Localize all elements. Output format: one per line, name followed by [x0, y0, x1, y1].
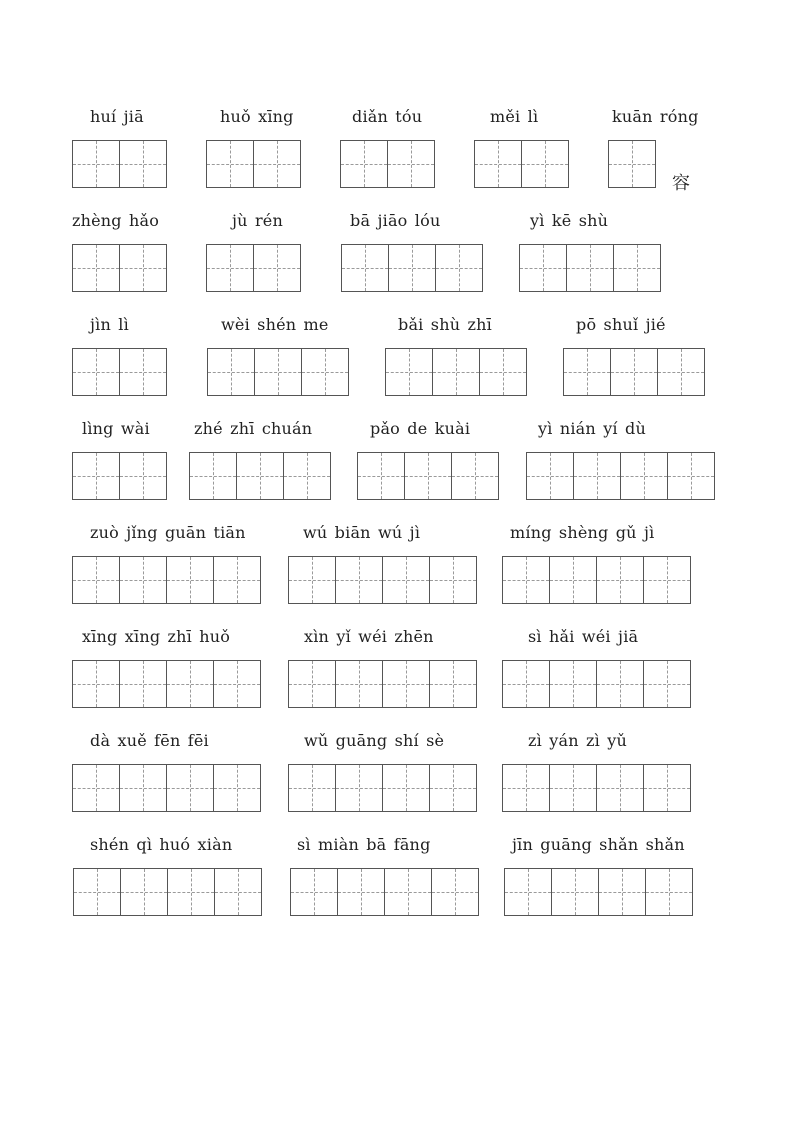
cell-guide-horizontal — [214, 580, 260, 581]
writing-cell[interactable] — [382, 660, 430, 708]
pinyin-prompt: kuān róng — [612, 107, 699, 126]
cell-guide-horizontal — [430, 684, 476, 685]
writing-cell[interactable] — [283, 452, 331, 500]
cell-guide-horizontal — [120, 788, 166, 789]
cell-guide-horizontal — [336, 684, 382, 685]
cell-guide-horizontal — [214, 788, 260, 789]
pinyin-prompt: lìng wài — [82, 419, 150, 438]
writing-cell[interactable] — [213, 764, 261, 812]
cell-guide-horizontal — [614, 268, 660, 269]
cell-guide-horizontal — [214, 684, 260, 685]
cell-guide-horizontal — [405, 476, 451, 477]
cell-guide-horizontal — [646, 892, 692, 893]
cell-guide-horizontal — [336, 788, 382, 789]
pinyin-prompt: jìn lì — [90, 315, 129, 334]
writing-cell[interactable] — [119, 660, 167, 708]
cell-guide-horizontal — [599, 892, 645, 893]
cell-guide-horizontal — [207, 164, 253, 165]
writing-cell[interactable] — [167, 868, 215, 916]
cell-guide-horizontal — [338, 892, 384, 893]
tianzige-grid — [72, 764, 261, 812]
cell-guide-horizontal — [237, 476, 283, 477]
writing-cell[interactable] — [388, 244, 436, 292]
writing-cell[interactable] — [335, 660, 383, 708]
cell-guide-horizontal — [503, 580, 549, 581]
cell-guide-horizontal — [289, 684, 335, 685]
writing-cell[interactable] — [288, 556, 336, 604]
cell-guide-horizontal — [73, 476, 119, 477]
cell-guide-horizontal — [386, 372, 432, 373]
writing-cell[interactable] — [119, 244, 167, 292]
cell-guide-horizontal — [291, 892, 337, 893]
cell-guide-horizontal — [336, 580, 382, 581]
cell-guide-horizontal — [452, 476, 498, 477]
cell-guide-horizontal — [527, 476, 573, 477]
cell-guide-horizontal — [168, 892, 214, 893]
tianzige-grid — [563, 348, 705, 396]
writing-cell[interactable] — [521, 140, 569, 188]
writing-cell[interactable] — [73, 868, 121, 916]
cell-guide-horizontal — [358, 476, 404, 477]
writing-cell[interactable] — [549, 660, 597, 708]
writing-cell[interactable] — [357, 452, 405, 500]
writing-cell[interactable] — [504, 868, 552, 916]
pinyin-prompt: zhèng hǎo — [72, 211, 160, 230]
writing-cell[interactable] — [214, 868, 262, 916]
writing-cell[interactable] — [166, 660, 214, 708]
cell-guide-horizontal — [505, 892, 551, 893]
writing-cell[interactable] — [72, 348, 120, 396]
tianzige-grid — [290, 868, 479, 916]
writing-cell[interactable] — [429, 556, 477, 604]
pinyin-prompt: jù rén — [232, 211, 283, 230]
writing-cell[interactable] — [72, 556, 120, 604]
tianzige-grid — [288, 556, 477, 604]
cell-guide-horizontal — [389, 268, 435, 269]
cell-guide-horizontal — [73, 684, 119, 685]
cell-guide-horizontal — [564, 372, 610, 373]
cell-guide-horizontal — [167, 580, 213, 581]
writing-cell[interactable] — [596, 764, 644, 812]
cell-guide-horizontal — [302, 372, 348, 373]
pinyin-prompt: yì kē shù — [530, 211, 609, 230]
writing-cell[interactable] — [166, 556, 214, 604]
cell-guide-horizontal — [121, 892, 167, 893]
writing-cell[interactable] — [429, 660, 477, 708]
writing-cell[interactable] — [566, 244, 614, 292]
writing-cell[interactable] — [72, 244, 120, 292]
cell-guide-horizontal — [341, 164, 387, 165]
pinyin-prompt: pǎo de kuài — [370, 419, 471, 438]
writing-cell[interactable] — [385, 348, 433, 396]
writing-cell[interactable] — [657, 348, 705, 396]
writing-cell[interactable] — [341, 244, 389, 292]
tianzige-grid — [207, 348, 349, 396]
cell-guide-horizontal — [383, 580, 429, 581]
cell-guide-horizontal — [383, 788, 429, 789]
cell-guide-horizontal — [522, 164, 568, 165]
writing-cell[interactable] — [120, 868, 168, 916]
tianzige-grid — [72, 556, 261, 604]
writing-cell[interactable] — [519, 244, 567, 292]
writing-cell[interactable] — [119, 764, 167, 812]
cell-guide-horizontal — [255, 372, 301, 373]
writing-cell[interactable] — [596, 556, 644, 604]
tianzige-grid — [206, 140, 301, 188]
cell-guide-horizontal — [120, 372, 166, 373]
writing-cell[interactable] — [72, 764, 120, 812]
tianzige-grid — [72, 244, 167, 292]
cell-guide-horizontal — [609, 164, 655, 165]
writing-cell[interactable] — [384, 868, 432, 916]
tianzige-grid — [340, 140, 435, 188]
pinyin-prompt: wǔ guāng shí sè — [304, 731, 445, 750]
cell-guide-horizontal — [430, 580, 476, 581]
writing-cell[interactable] — [549, 556, 597, 604]
cell-guide-horizontal — [383, 684, 429, 685]
writing-cell[interactable] — [119, 452, 167, 500]
cell-guide-horizontal — [73, 164, 119, 165]
writing-cell[interactable] — [620, 452, 668, 500]
cell-guide-horizontal — [73, 372, 119, 373]
writing-cell[interactable] — [598, 868, 646, 916]
writing-cell[interactable] — [119, 556, 167, 604]
cell-guide-horizontal — [385, 892, 431, 893]
writing-cell[interactable] — [382, 764, 430, 812]
writing-cell[interactable] — [526, 452, 574, 500]
cell-guide-horizontal — [475, 164, 521, 165]
cell-guide-horizontal — [167, 684, 213, 685]
pinyin-prompt: zì yán zì yǔ — [528, 731, 627, 750]
writing-cell[interactable] — [451, 452, 499, 500]
writing-cell[interactable] — [290, 868, 338, 916]
tianzige-grid — [72, 140, 167, 188]
tianzige-grid — [504, 868, 693, 916]
writing-cell[interactable] — [479, 348, 527, 396]
pinyin-prompt: sì hǎi wéi jiā — [528, 627, 639, 646]
writing-cell[interactable] — [207, 348, 255, 396]
tianzige-grid — [73, 868, 262, 916]
cell-guide-horizontal — [597, 684, 643, 685]
writing-cell[interactable] — [213, 660, 261, 708]
cell-guide-horizontal — [254, 164, 300, 165]
cell-guide-horizontal — [215, 892, 261, 893]
tianzige-grid — [72, 660, 261, 708]
tianzige-grid — [288, 660, 477, 708]
cell-guide-horizontal — [644, 788, 690, 789]
writing-cell[interactable] — [335, 764, 383, 812]
cell-guide-horizontal — [167, 788, 213, 789]
tianzige-grid — [72, 348, 167, 396]
cell-guide-horizontal — [208, 372, 254, 373]
cell-guide-horizontal — [388, 164, 434, 165]
cell-guide-horizontal — [254, 268, 300, 269]
cell-guide-horizontal — [433, 372, 479, 373]
writing-cell[interactable] — [502, 660, 550, 708]
cell-guide-horizontal — [432, 892, 478, 893]
pinyin-prompt: bǎi shù zhī — [398, 315, 492, 334]
cell-guide-horizontal — [284, 476, 330, 477]
writing-cell[interactable] — [610, 348, 658, 396]
cell-guide-horizontal — [73, 788, 119, 789]
pinyin-prompt: pō shuǐ jié — [576, 315, 666, 334]
pinyin-prompt: wú biān wú jì — [303, 523, 421, 542]
writing-cell[interactable] — [549, 764, 597, 812]
cell-guide-horizontal — [73, 580, 119, 581]
tianzige-grid — [526, 452, 715, 500]
given-character: 容 — [672, 173, 690, 194]
pinyin-prompt: zhé zhī chuán — [194, 419, 313, 438]
writing-cell[interactable] — [337, 868, 385, 916]
writing-cell[interactable] — [432, 348, 480, 396]
cell-guide-horizontal — [430, 788, 476, 789]
cell-guide-horizontal — [550, 788, 596, 789]
cell-guide-horizontal — [120, 164, 166, 165]
cell-guide-horizontal — [120, 580, 166, 581]
writing-cell[interactable] — [206, 244, 254, 292]
cell-guide-horizontal — [503, 684, 549, 685]
tianzige-grid — [341, 244, 483, 292]
writing-cell[interactable] — [72, 140, 120, 188]
writing-cell[interactable] — [213, 556, 261, 604]
pinyin-prompt: jīn guāng shǎn shǎn — [512, 835, 685, 854]
pinyin-prompt: shén qì huó xiàn — [90, 835, 233, 854]
writing-cell[interactable] — [119, 140, 167, 188]
writing-cell[interactable] — [72, 452, 120, 500]
pinyin-prompt: zuò jǐng guān tiān — [90, 523, 246, 542]
tianzige-grid — [502, 660, 691, 708]
cell-guide-horizontal — [436, 268, 482, 269]
cell-guide-horizontal — [597, 580, 643, 581]
writing-cell[interactable] — [474, 140, 522, 188]
tianzige-grid — [72, 452, 167, 500]
writing-cell[interactable] — [335, 556, 383, 604]
pinyin-prompt: wèi shén me — [221, 315, 329, 334]
tianzige-grid — [385, 348, 527, 396]
tianzige-grid — [502, 764, 691, 812]
cell-guide-horizontal — [597, 788, 643, 789]
pinyin-prompt: dà xuě fēn fēi — [90, 731, 209, 750]
writing-cell[interactable] — [573, 452, 621, 500]
cell-guide-horizontal — [73, 268, 119, 269]
cell-guide-horizontal — [74, 892, 120, 893]
pinyin-prompt: xīng xīng zhī huǒ — [82, 627, 231, 646]
tianzige-grid — [357, 452, 499, 500]
writing-cell[interactable] — [253, 244, 301, 292]
pinyin-prompt: bā jiāo lóu — [350, 211, 441, 230]
cell-guide-horizontal — [552, 892, 598, 893]
cell-guide-horizontal — [120, 476, 166, 477]
writing-cell[interactable] — [608, 140, 656, 188]
pinyin-prompt: xìn yǐ wéi zhēn — [304, 627, 434, 646]
pinyin-prompt: měi lì — [490, 107, 539, 126]
cell-guide-horizontal — [567, 268, 613, 269]
cell-guide-horizontal — [611, 372, 657, 373]
writing-cell[interactable] — [206, 140, 254, 188]
writing-cell[interactable] — [643, 764, 691, 812]
tianzige-grid — [206, 244, 301, 292]
writing-cell[interactable] — [643, 660, 691, 708]
writing-cell[interactable] — [72, 660, 120, 708]
writing-cell[interactable] — [288, 764, 336, 812]
pinyin-prompt: míng shèng gǔ jì — [510, 523, 655, 542]
pinyin-prompt: sì miàn bā fāng — [297, 835, 431, 854]
writing-cell[interactable] — [429, 764, 477, 812]
writing-cell[interactable] — [254, 348, 302, 396]
cell-guide-horizontal — [342, 268, 388, 269]
writing-cell[interactable] — [387, 140, 435, 188]
cell-guide-horizontal — [120, 684, 166, 685]
pinyin-prompt: huǒ xīng — [220, 107, 294, 126]
cell-guide-horizontal — [658, 372, 704, 373]
cell-guide-horizontal — [480, 372, 526, 373]
writing-cell[interactable] — [189, 452, 237, 500]
writing-cell[interactable] — [645, 868, 693, 916]
writing-cell[interactable] — [382, 556, 430, 604]
cell-guide-horizontal — [644, 684, 690, 685]
cell-guide-horizontal — [668, 476, 714, 477]
pinyin-prompt: yì nián yí dù — [538, 419, 646, 438]
writing-cell[interactable] — [404, 452, 452, 500]
writing-cell[interactable] — [253, 140, 301, 188]
tianzige-grid — [288, 764, 477, 812]
writing-cell[interactable] — [340, 140, 388, 188]
writing-cell[interactable] — [119, 348, 167, 396]
tianzige-grid — [474, 140, 569, 188]
tianzige-grid — [519, 244, 661, 292]
cell-guide-horizontal — [289, 788, 335, 789]
writing-cell[interactable] — [431, 868, 479, 916]
writing-cell[interactable] — [643, 556, 691, 604]
cell-guide-horizontal — [207, 268, 253, 269]
cell-guide-horizontal — [520, 268, 566, 269]
writing-cell[interactable] — [563, 348, 611, 396]
cell-guide-horizontal — [120, 268, 166, 269]
cell-guide-horizontal — [621, 476, 667, 477]
cell-guide-horizontal — [190, 476, 236, 477]
cell-guide-horizontal — [574, 476, 620, 477]
writing-cell[interactable] — [166, 764, 214, 812]
pinyin-prompt: diǎn tóu — [352, 107, 423, 126]
writing-cell[interactable] — [551, 868, 599, 916]
writing-cell[interactable] — [301, 348, 349, 396]
writing-cell[interactable] — [236, 452, 284, 500]
writing-cell[interactable] — [596, 660, 644, 708]
tianzige-grid — [608, 140, 656, 188]
cell-guide-horizontal — [289, 580, 335, 581]
pinyin-prompt: huí jiā — [90, 107, 144, 126]
writing-cell[interactable] — [613, 244, 661, 292]
writing-cell[interactable] — [435, 244, 483, 292]
writing-cell[interactable] — [667, 452, 715, 500]
cell-guide-horizontal — [503, 788, 549, 789]
tianzige-grid — [502, 556, 691, 604]
writing-cell[interactable] — [288, 660, 336, 708]
tianzige-grid — [189, 452, 331, 500]
cell-guide-horizontal — [550, 684, 596, 685]
cell-guide-horizontal — [550, 580, 596, 581]
writing-cell[interactable] — [502, 764, 550, 812]
cell-guide-horizontal — [644, 580, 690, 581]
writing-cell[interactable] — [502, 556, 550, 604]
